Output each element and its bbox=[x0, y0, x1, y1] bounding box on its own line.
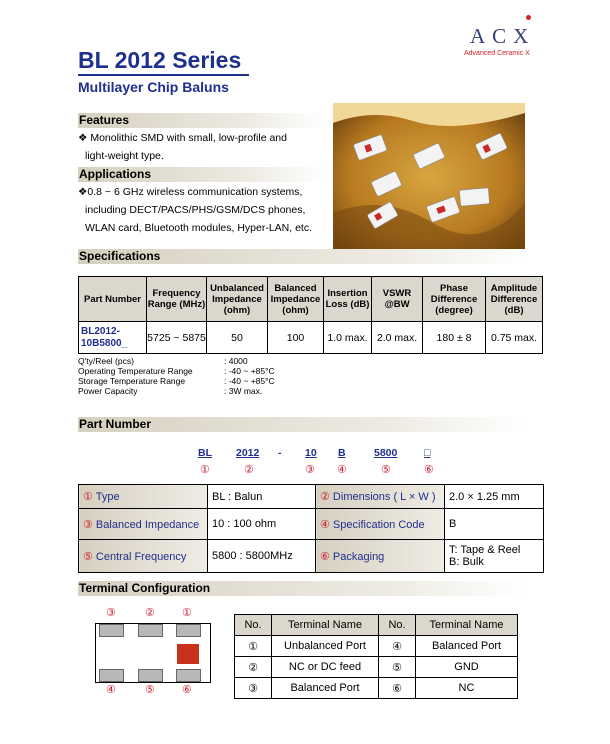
terminal-diagram bbox=[85, 606, 215, 698]
table-cell-label bbox=[316, 540, 445, 573]
pin-label: ② bbox=[145, 607, 155, 619]
table-row bbox=[235, 636, 518, 657]
table-cell-label bbox=[316, 509, 445, 540]
table-cell: 1.0 max. bbox=[324, 322, 372, 354]
applications-heading: Applications bbox=[79, 167, 152, 181]
pin-label: ① bbox=[182, 607, 192, 619]
pin-label: ⑥ bbox=[182, 684, 192, 696]
code-marker: ① bbox=[200, 464, 210, 476]
table-cell-label bbox=[316, 485, 445, 509]
code-segment: B bbox=[338, 447, 346, 459]
code-separator: - bbox=[278, 447, 282, 459]
orientation-mark bbox=[177, 644, 199, 664]
table-cell: 100 bbox=[268, 322, 324, 354]
specifications-table bbox=[78, 276, 543, 354]
marker: ② bbox=[320, 491, 330, 503]
table-cell: 10 : 100 ohm bbox=[208, 509, 316, 540]
part-number-table bbox=[78, 484, 544, 573]
applications-line: including DECT/PACS/PHS/GSM/DCS phones, bbox=[85, 204, 306, 216]
terminal-heading: Terminal Configuration bbox=[79, 581, 211, 595]
table-cell: ① bbox=[235, 636, 272, 657]
table-cell: Unbalanced Port bbox=[272, 636, 379, 657]
title-underline bbox=[78, 74, 249, 76]
table-header-row bbox=[235, 615, 518, 636]
part-number-section-bar bbox=[78, 417, 526, 432]
pin-label: ③ bbox=[106, 607, 116, 619]
column-header: No. bbox=[235, 615, 272, 636]
column-header: Balanced Impedance (ohm) bbox=[268, 277, 324, 322]
features-section-bar bbox=[78, 113, 325, 128]
logo-dot bbox=[526, 15, 531, 20]
table-cell: ③ bbox=[235, 678, 272, 699]
note-value: : -40 ~ +85°C bbox=[224, 366, 275, 376]
table-cell: Balanced Port bbox=[416, 636, 518, 657]
logo: ACX bbox=[470, 24, 536, 48]
marker: ⑥ bbox=[320, 550, 330, 563]
marker: ③ bbox=[83, 518, 93, 531]
terminal-table bbox=[234, 614, 518, 699]
spec-notes-values bbox=[224, 356, 275, 396]
applications-line: ❖0.8 ~ 6 GHz wireless communication systems, bbox=[78, 186, 303, 198]
code-marker: ⑤ bbox=[381, 464, 391, 476]
column-header: Frequency Range (MHz) bbox=[147, 277, 207, 322]
column-header: Terminal Name bbox=[416, 615, 518, 636]
code-marker: ② bbox=[244, 464, 254, 476]
column-header: Terminal Name bbox=[272, 615, 379, 636]
code-segment: 5800 bbox=[374, 447, 398, 459]
pin-label: ⑤ bbox=[145, 684, 155, 696]
table-row bbox=[79, 322, 543, 354]
terminal-pad bbox=[176, 624, 201, 637]
pin-label: ④ bbox=[106, 684, 116, 696]
terminal-pad bbox=[176, 669, 201, 682]
table-row bbox=[235, 657, 518, 678]
label: Specification Code bbox=[329, 518, 425, 531]
label: Balanced Impedance bbox=[92, 518, 200, 531]
features-heading: Features bbox=[79, 113, 130, 127]
table-cell: ② bbox=[235, 657, 272, 678]
applications-line: WLAN card, Bluetooth modules, Hyper-LAN, etc. bbox=[85, 222, 313, 234]
product-photo bbox=[333, 103, 525, 250]
table-cell: 0.75 max. bbox=[486, 322, 543, 354]
note-value: : 3W max. bbox=[224, 386, 263, 396]
column-header: Amplitude Difference (dB) bbox=[486, 277, 543, 322]
table-cell: Balanced Port bbox=[272, 678, 379, 699]
table-cell: ④ bbox=[379, 636, 416, 657]
code-segment: 2012 bbox=[236, 447, 260, 459]
part-number-heading: Part Number bbox=[79, 417, 152, 431]
terminal-pad bbox=[138, 669, 163, 682]
terminal-pad bbox=[99, 624, 124, 637]
page-title: BL 2012 Series bbox=[78, 47, 242, 73]
column-header: Part Number bbox=[79, 277, 147, 322]
label: Type bbox=[92, 491, 120, 503]
table-cell: 180 ± 8 bbox=[423, 322, 486, 354]
table-cell: BL : Balun bbox=[208, 485, 316, 509]
table-cell: B bbox=[445, 509, 544, 540]
table-cell: 5800 : 5800MHz bbox=[208, 540, 316, 573]
column-header: VSWR @BW bbox=[372, 277, 423, 322]
features-line: light-weight type. bbox=[85, 150, 164, 162]
table-cell: ⑥ bbox=[379, 678, 416, 699]
specifications-section-bar bbox=[78, 249, 526, 264]
applications-section-bar bbox=[78, 167, 325, 182]
code-segment: BL bbox=[198, 447, 212, 459]
marker: ④ bbox=[320, 518, 330, 531]
spec-notes-labels bbox=[78, 356, 193, 396]
marker: ⑤ bbox=[83, 550, 93, 563]
table-row bbox=[235, 678, 518, 699]
column-header: Insertion Loss (dB) bbox=[324, 277, 372, 322]
label: Central Frequency bbox=[92, 550, 187, 563]
table-cell: 5725 ~ 5875 bbox=[147, 322, 207, 354]
table-row bbox=[79, 509, 544, 540]
code-segment: 10 bbox=[305, 447, 317, 459]
note-label: Operating Temperature Range bbox=[78, 366, 193, 376]
table-row bbox=[79, 485, 544, 509]
table-cell: NC or DC feed bbox=[272, 657, 379, 678]
label: Packaging bbox=[329, 550, 385, 563]
table-cell: 2.0 × 1.25 mm bbox=[445, 485, 544, 509]
note-value: : -40 ~ +85°C bbox=[224, 376, 275, 386]
code-marker: ⑥ bbox=[424, 464, 434, 476]
terminal-pad bbox=[99, 669, 124, 682]
table-cell: GND bbox=[416, 657, 518, 678]
table-cell-label bbox=[79, 485, 208, 509]
note-label: Q'ty/Reel (pcs) bbox=[78, 356, 134, 366]
part-number-cell: BL2012- 10B5800_ bbox=[79, 322, 147, 354]
code-segment: □ bbox=[424, 447, 431, 459]
table-header-row bbox=[79, 277, 543, 322]
table-cell: 2.0 max. bbox=[372, 322, 423, 354]
table-cell-label bbox=[79, 509, 208, 540]
table-row bbox=[79, 540, 544, 573]
page-subtitle: Multilayer Chip Baluns bbox=[78, 79, 229, 95]
specifications-heading: Specifications bbox=[79, 249, 161, 263]
terminal-section-bar bbox=[78, 581, 526, 596]
table-cell: T: Tape & Reel B: Bulk bbox=[445, 540, 544, 573]
applications-text bbox=[78, 183, 312, 237]
note-label: Power Capacity bbox=[78, 386, 138, 396]
column-header: Unbalanced Impedance (ohm) bbox=[207, 277, 268, 322]
terminal-pad bbox=[138, 624, 163, 637]
features-line: ❖ Monolithic SMD with small, low-profile and bbox=[78, 132, 287, 144]
code-marker: ④ bbox=[337, 464, 347, 476]
note-label: Storage Temperature Range bbox=[78, 376, 186, 386]
table-cell: 50 bbox=[207, 322, 268, 354]
marker: ① bbox=[83, 491, 93, 503]
code-marker: ③ bbox=[305, 464, 315, 476]
table-cell: ⑤ bbox=[379, 657, 416, 678]
features-text bbox=[78, 129, 287, 165]
note-value: : 4000 bbox=[224, 356, 248, 366]
column-header: No. bbox=[379, 615, 416, 636]
logo-subtitle: Advanced Ceramic X bbox=[464, 50, 530, 57]
table-cell-label bbox=[79, 540, 208, 573]
table-cell: NC bbox=[416, 678, 518, 699]
column-header: Phase Difference (degree) bbox=[423, 277, 486, 322]
label: Dimensions ( L × W ) bbox=[329, 491, 436, 503]
